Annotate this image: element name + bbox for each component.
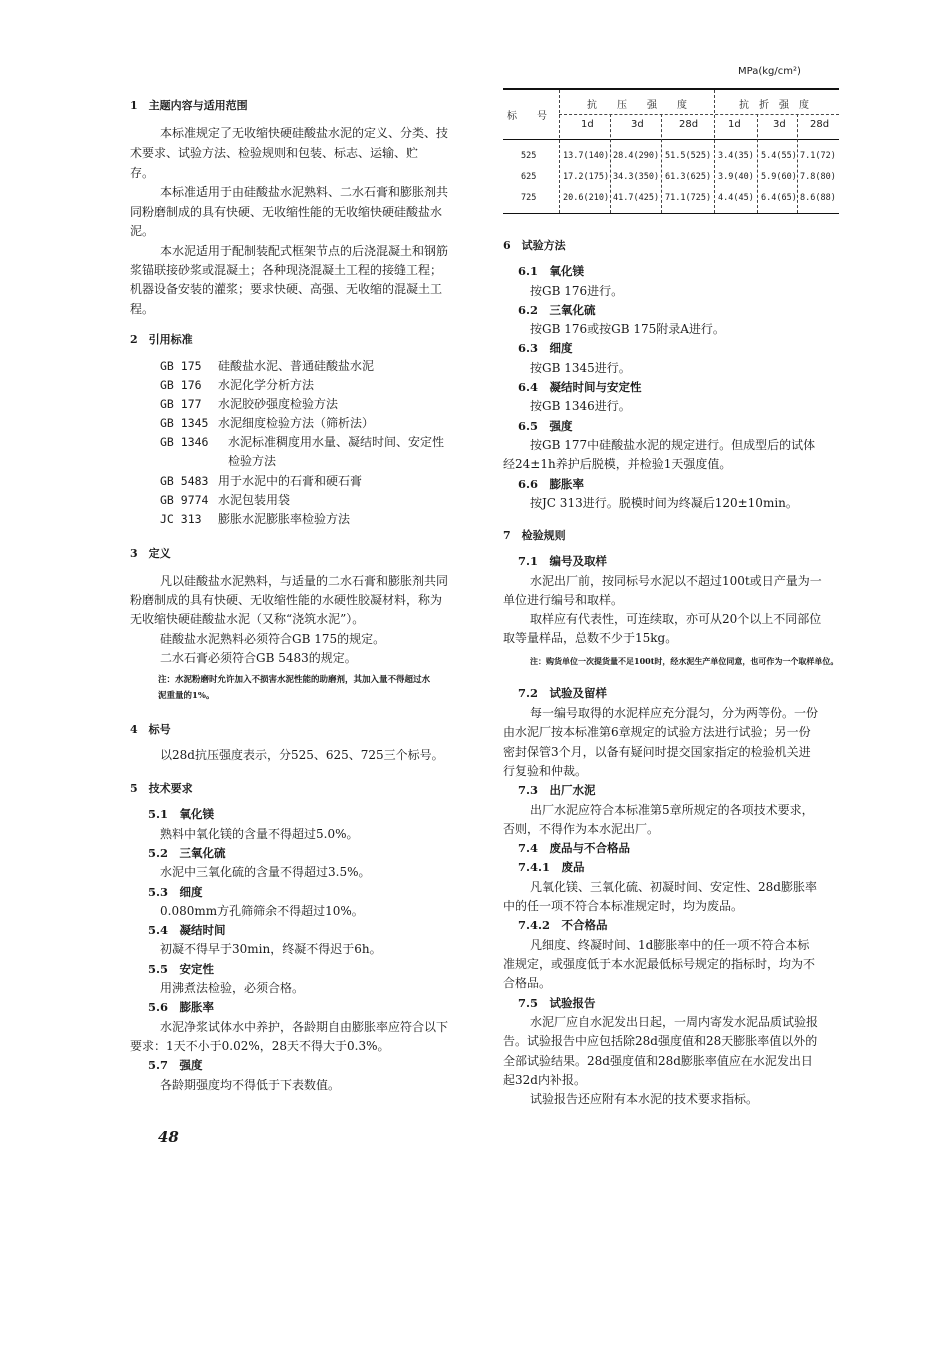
sec3-p1a: 凡以硅酸盐水泥熟料，与适量的二水石膏和膨胀剂共同 xyxy=(160,574,449,588)
sec7-1-text-a: 水泥出厂前，按同标号水泥以不超过100t或日产量为一 xyxy=(530,574,822,588)
table-row xyxy=(503,188,839,209)
sec1-p3c: 机器设备安装的灌浆；要求快硬、高强、无收缩的混凝土工 xyxy=(130,282,443,296)
sec6-3-text: 按GB 1345进行。 xyxy=(530,361,631,375)
sec6-5-text-a: 按GB 177中硅酸盐水泥的规定进行。但成型后的试体 xyxy=(530,438,816,452)
sec1-p2b: 同粉磨制成的具有快硬、无收缩性能的无收缩快硬硅酸盐水 xyxy=(130,205,443,219)
sec6-5-text-b: 经24±1h养护后脱模，并检验1天强度值。 xyxy=(503,457,732,471)
sec6-3-heading: 6.3 细度 xyxy=(518,341,573,355)
sec6-2-heading: 6.2 三氧化硫 xyxy=(518,303,596,317)
sec6-6-text: 按JC 313进行。脱模时间为终凝后120±10min。 xyxy=(530,496,798,510)
value-cell: 3.9(40) xyxy=(718,172,754,182)
ref-title: 用于水泥中的石膏和硬石膏 xyxy=(218,474,363,488)
age-header: 1d xyxy=(728,119,741,130)
sec7-5-text-c: 全部试验结果。28d强度值和28d膨胀率值应在水泥发出日 xyxy=(503,1054,813,1068)
sec5-1-heading: 5.1 氧化镁 xyxy=(148,807,215,821)
value-cell: 5.9(60) xyxy=(761,172,797,182)
sec7-1-note: 注：购货单位一次提货量不足100t时，经水泥生产单位同意，也可作为一个取样单位。 xyxy=(530,656,839,666)
sec7-1-text-b: 单位进行编号和取样。 xyxy=(503,593,624,607)
ref-title: 水泥胶砂强度检验方法 xyxy=(218,397,339,411)
value-cell: 17.2(175) xyxy=(563,172,610,182)
sec7-5-text-a: 水泥厂应自水泥发出日起，一周内寄发水泥品质试验报 xyxy=(530,1015,819,1029)
value-cell: 5.4(55) xyxy=(761,151,797,161)
sec6-6-heading: 6.6 膨胀率 xyxy=(518,477,585,491)
sec7-3-text-a: 出厂水泥应符合本标准第5章所规定的各项技术要求， xyxy=(530,803,814,817)
age-header: 28d xyxy=(810,119,830,130)
sec7-4-heading: 7.4 废品与不合格品 xyxy=(518,841,631,855)
value-cell: 71.1(725) xyxy=(665,193,712,203)
section-1-heading: 1 主题内容与适用范围 xyxy=(130,99,248,112)
value-cell: 34.3(350) xyxy=(613,172,660,182)
grade-cell: 525 xyxy=(521,151,537,161)
sec1-p3d: 程。 xyxy=(130,302,155,316)
sec7-5-heading: 7.5 试验报告 xyxy=(518,996,596,1010)
sec1-p1a: 本标准规定了无收缩快硬硅酸盐水泥的定义、分类、技 xyxy=(160,126,449,140)
sec7-3-heading: 7.3 出厂水泥 xyxy=(518,783,596,797)
value-cell: 6.4(65) xyxy=(761,193,797,203)
sec1-p1b: 术要求、试验方法、检验规则和包装、标志、运输、贮 xyxy=(130,146,419,160)
sec5-6-text-b: 要求：1天不小于0.02%，28天不得大于0.3%。 xyxy=(130,1039,390,1053)
sec5-6-heading: 5.6 膨胀率 xyxy=(148,1000,215,1014)
grade-column-header: 标 号 xyxy=(507,111,547,122)
sec5-5-heading: 5.5 安定性 xyxy=(148,962,215,976)
sec5-7-heading: 5.7 强度 xyxy=(148,1058,203,1072)
value-cell: 7.8(80) xyxy=(800,172,836,182)
table-row xyxy=(503,167,839,188)
sec3-note-a: 注：水泥粉磨时允许加入不损害水泥性能的助磨剂，其加入量不得超过水 xyxy=(158,675,431,685)
sec5-1-text: 熟料中氧化镁的含量不得超过5.0%。 xyxy=(160,827,359,841)
ref-title: 检验方法 xyxy=(228,454,277,468)
sec7-2-text-c: 密封保管3个月，以备有疑问时提交国家指定的检验机关进 xyxy=(503,745,811,759)
sec6-4-heading: 6.4 凝结时间与安定性 xyxy=(518,380,642,394)
ref-code: GB 175 xyxy=(160,359,202,373)
sec7-4-1-text-a: 凡氧化镁、三氧化硫、初凝时间、安定性、28d膨胀率 xyxy=(530,880,817,894)
value-cell: 41.7(425) xyxy=(613,193,660,203)
sec5-2-text: 水泥中三氧化硫的含量不得超过3.5%。 xyxy=(160,865,371,879)
ref-code: JC 313 xyxy=(160,512,202,526)
sec5-6-text-a: 水泥净浆试体水中养护，各龄期自由膨胀率应符合以下 xyxy=(160,1020,449,1034)
value-cell: 13.7(140) xyxy=(563,151,610,161)
sec5-3-text: 0.080mm方孔筛筛余不得超过10%。 xyxy=(160,904,364,918)
sec7-2-heading: 7.2 试验及留样 xyxy=(518,686,608,700)
sec7-4-1-heading: 7.4.1 废品 xyxy=(518,860,585,874)
ref-title: 水泥标准稠度用水量、凝结时间、安定性 xyxy=(228,435,445,449)
sec5-3-heading: 5.3 细度 xyxy=(148,885,203,899)
sec7-4-2-heading: 7.4.2 不合格品 xyxy=(518,918,608,932)
sec7-5-text-e: 试验报告还应附有本水泥的技术要求指标。 xyxy=(530,1092,759,1106)
ref-title: 水泥包装用袋 xyxy=(218,493,291,507)
sec1-p2c: 泥。 xyxy=(130,224,155,238)
value-cell: 7.1(72) xyxy=(800,151,836,161)
value-cell: 61.3(625) xyxy=(665,172,712,182)
sec1-p2a: 本标准适用于由硅酸盐水泥熟料、二水石膏和膨胀剂共 xyxy=(160,185,449,199)
sec3-p3: 二水石膏必须符合GB 5483的规定。 xyxy=(160,651,357,665)
sec1-p3a: 本水泥适用于配制装配式框架节点的后浇混凝土和钢筋 xyxy=(160,244,449,258)
sec7-3-text-b: 否则，不得作为本水泥出厂。 xyxy=(503,822,660,836)
age-header: 28d xyxy=(679,119,699,130)
ref-code: GB 1346 xyxy=(160,435,209,449)
sec3-p1c: 无收缩快硬硅酸盐水泥（又称“浇筑水泥”）。 xyxy=(130,612,365,626)
sec7-2-text-a: 每一编号取得的水泥样应充分混匀，分为两等份。一份 xyxy=(530,706,819,720)
value-cell: 28.4(290) xyxy=(613,151,660,161)
sec6-1-heading: 6.1 氧化镁 xyxy=(518,264,585,278)
age-header: 3d xyxy=(631,119,644,130)
sec5-4-heading: 5.4 凝结时间 xyxy=(148,923,226,937)
section-5-heading: 5 技术要求 xyxy=(130,782,193,795)
table-row xyxy=(503,146,839,167)
sec1-p3b: 浆锚联接砂浆或混凝土；各种现浇混凝土工程的接缝工程； xyxy=(130,263,443,277)
sec7-5-text-d: 起32d内补报。 xyxy=(503,1073,586,1087)
sec3-note-b: 泥重量的1%。 xyxy=(158,691,215,701)
table-header xyxy=(503,90,839,140)
sec6-1-text: 按GB 176进行。 xyxy=(530,284,624,298)
ref-code: GB 176 xyxy=(160,378,202,392)
ref-code: GB 5483 xyxy=(160,474,209,488)
sec5-5-text: 用沸煮法检验，必须合格。 xyxy=(160,981,305,995)
sec7-4-1-text-b: 中的任一项不符合本标准规定时，均为废品。 xyxy=(503,899,744,913)
ref-code: GB 177 xyxy=(160,397,202,411)
grade-cell: 625 xyxy=(521,172,537,182)
value-cell: 8.6(88) xyxy=(800,193,836,203)
sec5-2-heading: 5.2 三氧化硫 xyxy=(148,846,226,860)
value-cell: 51.5(525) xyxy=(665,151,712,161)
sec3-p2: 硅酸盐水泥熟料必须符合GB 175的规定。 xyxy=(160,632,386,646)
page-number: 48 xyxy=(158,1128,179,1146)
sec6-2-text: 按GB 176或按GB 175附录A进行。 xyxy=(530,322,725,336)
flexural-strength-header: 抗 折 强 度 xyxy=(739,100,809,111)
sec7-4-2-text-b: 准规定，或强度低于本水泥最低标号规定的指标时，均为不 xyxy=(503,957,816,971)
ref-title: 硅酸盐水泥、普通硅酸盐水泥 xyxy=(218,359,375,373)
sec5-4-text: 初凝不得早于30min，终凝不得迟于6h。 xyxy=(160,942,382,956)
value-cell: 20.6(210) xyxy=(563,193,610,203)
sec7-1-text-d: 取等量样品，总数不少于15kg。 xyxy=(503,631,678,645)
compressive-strength-header: 抗 压 强 度 xyxy=(587,100,687,111)
sec5-7-text: 各龄期强度均不得低于下表数值。 xyxy=(160,1078,341,1092)
sec3-p1b: 粉磨制成的具有快硬、无收缩性能的水硬性胶凝材料，称为 xyxy=(130,593,443,607)
ref-code: GB 1345 xyxy=(160,416,209,430)
sec6-5-heading: 6.5 强度 xyxy=(518,419,573,433)
sec7-4-2-text-a: 凡细度、终凝时间、1d膨胀率中的任一项不符合本标 xyxy=(530,938,810,952)
ref-code: GB 9774 xyxy=(160,493,209,507)
section-6-heading: 6 试验方法 xyxy=(503,239,566,252)
value-cell: 3.4(35) xyxy=(718,151,754,161)
sec7-1-heading: 7.1 编号及取样 xyxy=(518,554,608,568)
sec1-p1c: 存。 xyxy=(130,166,155,180)
sec7-5-text-b: 告。试验报告中应包括除28d强度值和28天膨胀率值以外的 xyxy=(503,1034,818,1048)
sec7-1-text-c: 取样应有代表性，可连续取，亦可从20个以上不同部位 xyxy=(530,612,822,626)
age-header: 1d xyxy=(581,119,594,130)
value-cell: 4.4(45) xyxy=(718,193,754,203)
grade-cell: 725 xyxy=(521,193,537,203)
sec7-2-text-b: 由水泥厂按本标准第6章规定的试验方法进行试验；另一份 xyxy=(503,725,811,739)
sec6-4-text: 按GB 1346进行。 xyxy=(530,399,631,413)
ref-title: 膨胀水泥膨胀率检验方法 xyxy=(218,512,351,526)
ref-title: 水泥细度检验方法（筛析法） xyxy=(218,416,375,430)
ref-title: 水泥化学分析方法 xyxy=(218,378,315,392)
section-7-heading: 7 检验规则 xyxy=(503,529,566,542)
sec4-p1: 以28d抗压强度表示，分525、625、725三个标号。 xyxy=(160,748,444,762)
sec7-4-2-text-c: 合格品。 xyxy=(503,976,552,990)
age-header: 3d xyxy=(773,119,786,130)
strength-table xyxy=(503,88,839,214)
section-4-heading: 4 标号 xyxy=(130,723,171,736)
sec7-2-text-d: 行复验和仲裁。 xyxy=(503,764,588,778)
section-2-heading: 2 引用标准 xyxy=(130,333,193,346)
section-3-heading: 3 定义 xyxy=(130,547,171,560)
table-unit: MPa(kg/cm²) xyxy=(738,66,801,77)
